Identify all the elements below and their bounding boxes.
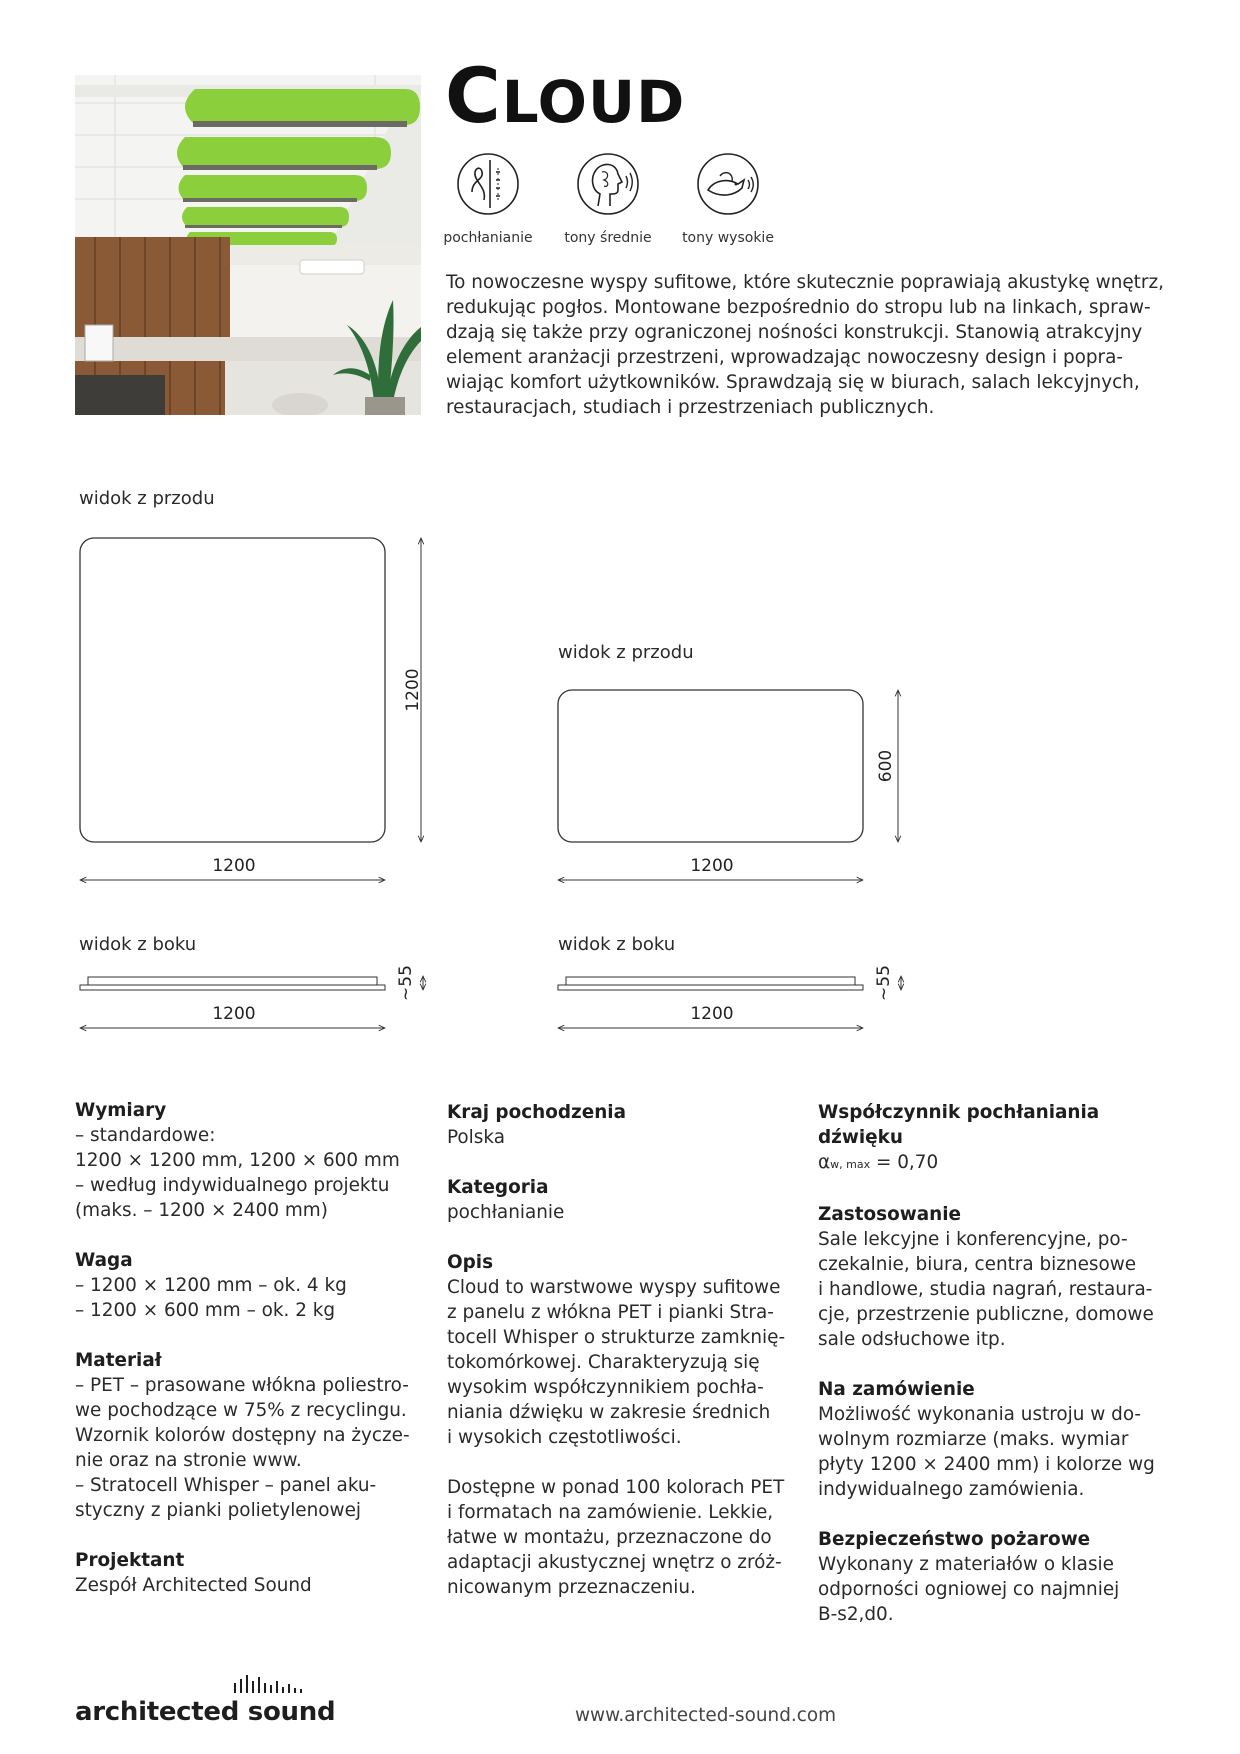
spec-line: i handlowe, studia nagrań, restaura-	[818, 1279, 1153, 1300]
side-view-caption: widok z boku	[558, 934, 676, 955]
spec-line: Polska	[447, 1127, 505, 1148]
spec-heading: Opis	[447, 1252, 494, 1273]
spec-heading: dźwięku	[818, 1127, 903, 1148]
spec-heading: Zastosowanie	[818, 1204, 961, 1225]
square-panel-outline	[80, 538, 385, 842]
spec-line: i formatach na zamówienie. Lekkie,	[447, 1502, 774, 1523]
spec-line: Wykonany z materiałów o klasie	[818, 1554, 1114, 1575]
square-side-width-label: 1200	[212, 1004, 256, 1024]
spec-line: B-s2,d0.	[818, 1604, 894, 1625]
intro-line: restauracjach, studiach i przestrzeniach publicznych.	[446, 397, 935, 418]
spec-line: – Stratocell Whisper – panel aku-	[75, 1475, 377, 1496]
absorption-coefficient	[818, 1150, 1168, 1177]
website-link[interactable]: www.architected-sound.com	[575, 1705, 836, 1726]
spec-line: – standardowe:	[75, 1125, 216, 1146]
spec-line: we pochodzące w 75% z recyclingu.	[75, 1400, 407, 1421]
spec-heading: Materiał	[75, 1350, 162, 1371]
square-height-label: 1200	[403, 668, 423, 712]
spec-line: niania dźwięku w zakresie średnich	[447, 1402, 771, 1423]
alpha-symbol: α	[818, 1152, 831, 1173]
alpha-subscript: w, max	[830, 1158, 871, 1171]
rect-width-label: 1200	[690, 856, 734, 876]
rect-side-profile	[558, 985, 863, 990]
feature-label: pochłanianie	[443, 230, 533, 246]
spec-line: Dostępne w ponad 100 kolorach PET	[447, 1477, 785, 1498]
spec-line: Cloud to warstwowe wyspy sufitowe	[447, 1277, 781, 1298]
spec-line: czekalnie, biura, centra biznesowe	[818, 1254, 1137, 1275]
square-side-profile	[80, 985, 385, 990]
spec-heading: Bezpieczeństwo pożarowe	[818, 1529, 1091, 1550]
intro-line: To nowoczesne wyspy sufitowe, które skutecznie poprawiają akustykę wnętrz,	[446, 272, 1164, 293]
rect-thickness-label: ~55	[874, 965, 894, 1001]
spec-heading: Wymiary	[75, 1100, 167, 1121]
spec-line: Wzornik kolorów dostępny na życze-	[75, 1425, 410, 1446]
brand-logo: architected sound	[75, 1697, 336, 1727]
spec-heading: Współczynnik pochłaniania	[818, 1102, 1100, 1123]
spec-line: Zespół Architected Sound	[75, 1575, 312, 1596]
rect-side-width-label: 1200	[690, 1004, 734, 1024]
spec-line: odporności ogniowej co najmniej	[818, 1579, 1120, 1600]
spec-line: pochłanianie	[447, 1202, 565, 1223]
spec-line: tocell Whisper o strukturze zamknię-	[447, 1327, 786, 1348]
spec-line: tokomórkowej. Charakteryzują się	[447, 1352, 760, 1373]
square-thickness-label: ~55	[396, 965, 416, 1001]
spec-heading: Kategoria	[447, 1177, 549, 1198]
front-view-caption: widok z przodu	[558, 642, 694, 663]
spec-heading: Kraj pochodzenia	[447, 1102, 627, 1123]
alpha-value: = 0,70	[870, 1152, 939, 1173]
square-width-label: 1200	[212, 856, 256, 876]
feature-label: tony średnie	[564, 230, 652, 246]
spec-line: wolnym rozmiarze (maks. wymiar	[818, 1429, 1129, 1450]
spec-line: styczny z pianki polietylenowej	[75, 1500, 361, 1521]
intro-line: wiając komfort użytkowników. Sprawdzają się w biurach, salach lekcyjnych,	[446, 372, 1140, 393]
intro-line: dzają się także przy ograniczonej nośności konstrukcji. Stanowią atrakcyjny	[446, 322, 1143, 343]
intro-line: element aranżacji przestrzeni, wprowadzając nowoczesny design i popra-	[446, 347, 1124, 368]
spec-line: – 1200 × 1200 mm – ok. 4 kg	[75, 1275, 347, 1296]
spec-heading: Waga	[75, 1250, 133, 1271]
feature-label: tony wysokie	[682, 230, 774, 246]
spec-line: płyty 1200 × 2400 mm) i kolorze wg	[818, 1454, 1155, 1475]
spec-line: – według indywidualnego projektu	[75, 1175, 390, 1196]
spec-column-3	[818, 1100, 1168, 1627]
side-view-caption: widok z boku	[79, 934, 197, 955]
intro-line: redukując pogłos. Montowane bezpośrednio do stropu lub na linkach, spraw-	[446, 297, 1151, 318]
spec-line: indywidualnego zamówienia.	[818, 1479, 1085, 1500]
spec-line: łatwe w montażu, przeznaczone do	[447, 1527, 772, 1548]
brand-soundwave-icon	[234, 1675, 314, 1693]
spec-heading: Projektant	[75, 1550, 185, 1571]
product-title: CLOUD	[445, 51, 686, 140]
spec-line: cje, przestrzenie publiczne, domowe	[818, 1304, 1154, 1325]
spec-line: nie oraz na stronie www.	[75, 1450, 302, 1471]
spec-line: – PET – prasowane włókna poliestro-	[75, 1375, 409, 1396]
spec-line: (maks. – 1200 × 2400 mm)	[75, 1200, 328, 1221]
front-view-caption: widok z przodu	[79, 488, 215, 509]
spec-line: wysokim współczynnikiem pochła-	[447, 1377, 764, 1398]
spec-line: adaptacji akustycznej wnętrz o zróż-	[447, 1552, 782, 1573]
spec-line: z panelu z włókna PET i pianki Stra-	[447, 1302, 774, 1323]
rect-height-label: 600	[876, 749, 896, 783]
spec-line: Sale lekcyjne i konferencyjne, po-	[818, 1229, 1128, 1250]
spec-column-1	[75, 1098, 425, 1598]
spec-heading: Na zamówienie	[818, 1379, 975, 1400]
spec-column-2	[447, 1100, 797, 1600]
spec-line: i wysokich częstotliwości.	[447, 1427, 682, 1448]
spec-line: sale odsłuchowe itp.	[818, 1329, 1006, 1350]
spec-line: – 1200 × 600 mm – ok. 2 kg	[75, 1300, 336, 1321]
spec-line: Możliwość wykonania ustroju w do-	[818, 1404, 1142, 1425]
spec-line: 1200 × 1200 mm, 1200 × 600 mm	[75, 1150, 400, 1171]
spec-line: nicowanym przeznaczeniu.	[447, 1577, 696, 1598]
rect-panel-outline	[558, 690, 863, 842]
